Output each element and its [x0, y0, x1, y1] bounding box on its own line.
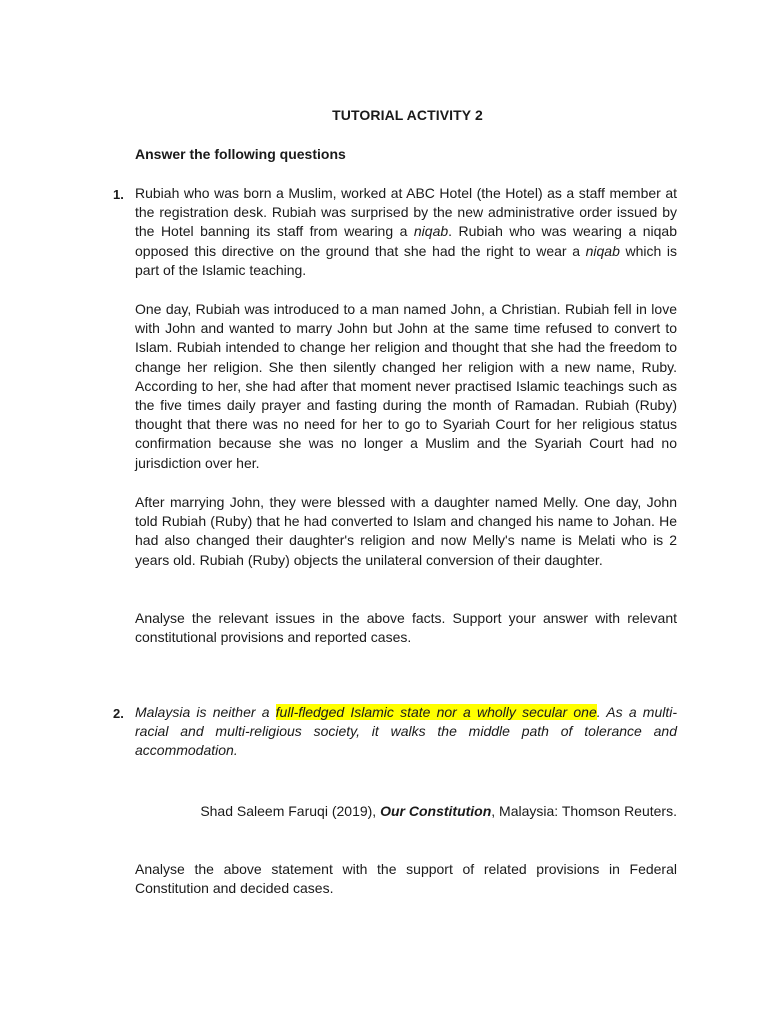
- highlighted-phrase: full-fledged Islamic state nor a wholly secular one: [275, 704, 597, 720]
- question-1-number: 1.: [113, 187, 124, 202]
- book-title: Our Constitution: [380, 803, 492, 819]
- question-1-task: Analyse the relevant issues in the above facts. Support your answer with relevant constitutional provisions and reported cases.: [135, 610, 677, 646]
- question-2-task: Analyse the above statement with the support of related provisions in Federal Constitution and decided cases.: [135, 861, 677, 897]
- question-1-paragraph-3: After marrying John, they were blessed with a daughter named Melly. One day, John told Rubiah (Ruby) that he had converted to Islam and changed his name to Johan. He had also changed their daughter's religion and now Melly's name is Melati who is 2 years old. Rubiah (Ruby) objects the unilateral conversion of their daughter.: [135, 494, 677, 568]
- question-1-paragraph-1: Rubiah who was born a Muslim, worked at ABC Hotel (the Hotel) as a staff member at the registration desk. Rubiah was surprised by the new administrative order issued by the Hotel banning its staff from wearing a niqab. Rubiah who was wearing a niqab opposed this directive on the ground that she had the right to wear a niqab which is part of the Islamic teaching.: [135, 185, 677, 278]
- instruction-heading: Answer the following questions: [135, 146, 346, 162]
- page-title: TUTORIAL ACTIVITY 2: [332, 107, 483, 123]
- question-2-quote: Malaysia is neither a full-fledged Islamic state nor a wholly secular one. As a multi-racial and multi-religious society, it walks the middle path of tolerance and accommodation.: [135, 704, 678, 759]
- question-2-citation: Shad Saleem Faruqi (2019), Our Constitution, Malaysia: Thomson Reuters.: [200, 803, 677, 819]
- question-1-paragraph-2: One day, Rubiah was introduced to a man named John, a Christian. Rubiah fell in love with John and wanted to marry John but John at the same time refused to convert to Islam. Rubiah intended to change her religion and thought that she had the freedom to change her religion. She then silently changed her religion with a new name, Ruby. According to her, she had after that moment never practised Islamic teachings such as the five times daily prayer and fasting during the month of Ramadan. Rubiah (Ruby) thought that there was no need for her to go to Syariah Court for her religious status confirmation because she was no longer a Muslim and the Syariah Court had no jurisdiction over her.: [135, 301, 677, 471]
- question-2-number: 2.: [113, 706, 124, 721]
